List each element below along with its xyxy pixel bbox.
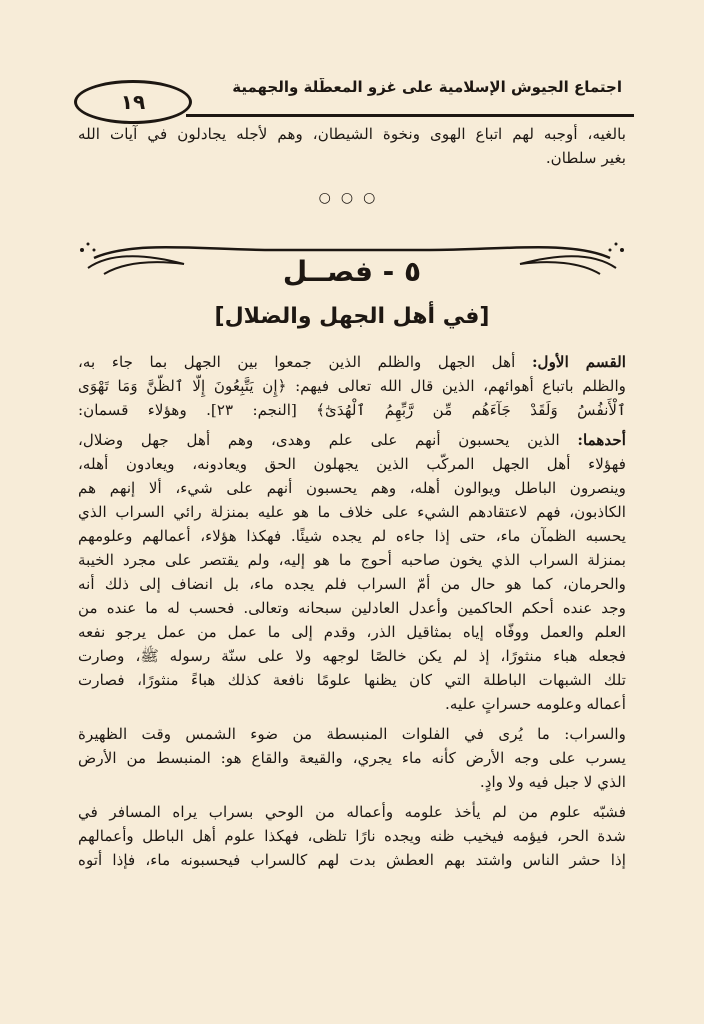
text-line: أحدهما: الذين يحسبون أنهم على علم وهدى، وهم أهل جهل وضلال،	[78, 431, 626, 449]
text-line: فجعله هباء منثورًا، إذ لم يكن خالصًا لوجهه ولا على سنّة رسوله ﷺ، وصارت	[78, 647, 626, 665]
text-line: أعماله وعلومه حسراتٍ عليه.	[445, 695, 626, 713]
paragraph	[78, 800, 626, 872]
paragraph	[78, 350, 626, 422]
text-line: الذي لا جبل فيه ولا وادٍ.	[479, 773, 626, 791]
continuation-paragraph	[78, 122, 626, 170]
text-line: شدة الحر، فيؤمه فيخيب ظنه ويجده نارًا تلظى، فهكذا علوم أهل الباطل وأعمالهم	[78, 827, 626, 845]
text-line: ٱلْأَنفُسُ وَلَقَدْ جَآءَهُم مِّن رَّبِّهِمُ ٱلْهُدَىٰٓ﴾ [النجم: ٢٣]. وهؤلاء قسمان:	[78, 401, 626, 419]
text-line: وينصرون الباطل ويوالون أهله، وهم يحسبون أنهم على شيء، ألا إنهم هم	[78, 479, 626, 497]
paragraph-lead: أحدهما:	[577, 431, 626, 449]
chapter-title: ٥ - فصــل	[282, 255, 422, 288]
page-header	[60, 68, 634, 118]
paragraph	[78, 722, 626, 794]
text-line: الكاذبون، فهم لاعتقادهم الشيء على خلاف ما هو عليه بمنزلة رائي السراب الذي	[78, 503, 626, 521]
text-line: العلم والعمل ووفّاه إياه بمثاقيل الذر، وقدم إلى ما عمل من عمل يرجو نفعه	[78, 623, 626, 641]
header-rule	[186, 114, 634, 117]
section-separator: ○○○	[318, 190, 386, 206]
page-number: ١٩	[74, 80, 192, 124]
paragraph-lead: القسم الأول:	[531, 353, 626, 371]
text-line: والحرمان، كما هو حال من أمّ السراب فلم يجده ماء، بل انضاف إلى ذلك أنه	[78, 575, 626, 593]
text-line: بمنزلة السراب الذي يخون صاحبه أحوج ما هو إليه، ولم يقتصر على مجرد الخيبة	[78, 551, 626, 569]
text-line: فشبّه علوم من لم يأخذ علومه وأعماله من الوحي بسراب يراه المسافر في	[78, 803, 626, 821]
paragraph	[78, 428, 626, 716]
text-line: بالغيه، أوجبه لهم اتباع الهوى ونخوة الشيطان، وهم لأجله يجادلون في آيات الله	[78, 125, 626, 143]
running-title: اجتماع الجيوش الإسلامية على غزو المعطّلة والجهمية	[232, 78, 622, 96]
text-line: وجد عنده أحكم الحاكمين وأعدل العادلين سبحانه وتعالى. فحسب له ما عنده من	[78, 599, 626, 617]
text-line: يحسبه الظمآن ماء، حتى إذا جاءه لم يجده شيئًا. فهكذا هؤلاء، أعمالهم وعلومهم	[78, 527, 626, 545]
chapter-subtitle: [في أهل الجهل والضلال]	[214, 304, 490, 329]
body-text	[78, 350, 626, 878]
text-line: القسم الأول: أهل الجهل والظلم الذين جمعوا بين الجهل بما جاء به،	[78, 353, 626, 371]
text-line: والظلم باتباع أهوائهم، الذين قال الله تعالى فيهم: ﴿إِن يَتَّبِعُونَ إِلَّا ٱلظَّنَّ وَمَا تَهْوَى	[78, 377, 626, 395]
text-line: إذا حشر الناس واشتد بهم العطش بدت لهم كالسراب فيحسبونه ماء، فإذا أتوه	[78, 851, 626, 869]
text-line: والسراب: ما يُرى في الفلوات المنبسطة من ضوء الشمس وقت الظهيرة	[78, 725, 626, 743]
text-line: بغير سلطان.	[545, 149, 626, 167]
text-line: يسرب على وجه الأرض كأنه ماء يجري، والقيعة والقاع هو: المنبسط من الأرض	[78, 749, 626, 767]
text-line: تلك الشبهات الباطلة التي كان يظنها علومًا نافعة كذلك هباءً منثورًا، فصارت	[78, 671, 626, 689]
text-line: فهؤلاء أهل الجهل المركّب الذين يجهلون الحق ويعادونه، ويعادون أهله،	[78, 455, 626, 473]
